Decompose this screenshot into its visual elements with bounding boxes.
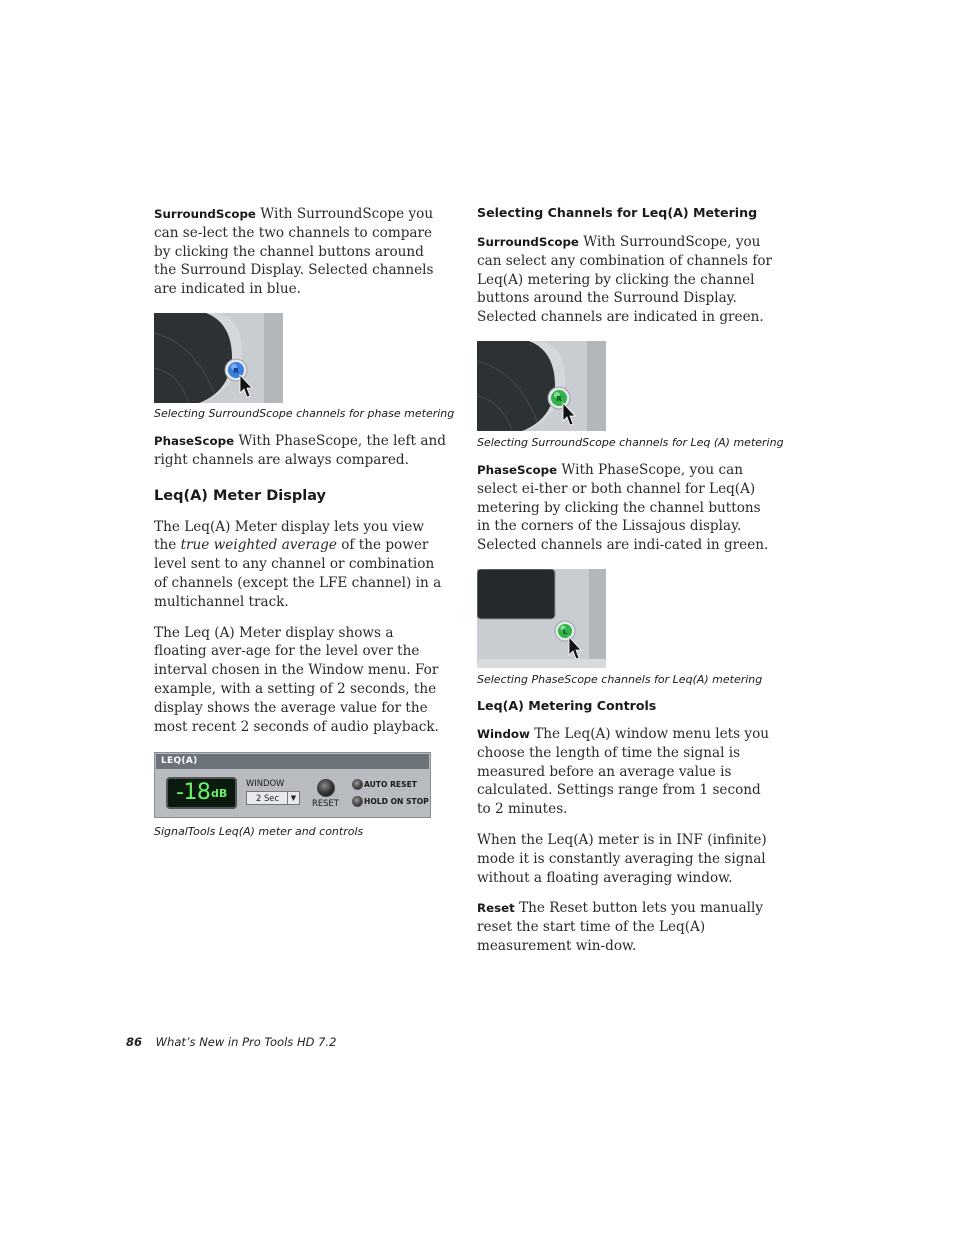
term-window: Window [477,726,530,741]
figure-phasescope-leq [477,569,773,686]
paragraph-reset [477,899,773,955]
reset-button[interactable] [317,779,335,797]
figure-surroundscope-leq [477,341,784,449]
chevron-down-icon: ▼ [287,792,299,804]
footer-title: What’s New in Pro Tools HD 7.2 [155,1035,337,1049]
window-label: WINDOW [246,778,285,789]
right-column [477,205,784,968]
term-surroundscope: SurroundScope [477,235,579,249]
window-select[interactable] [246,791,300,805]
term-phasescope: PhaseScope [477,462,558,477]
term-surroundscope: SurroundScope [154,207,256,221]
leq-panel-title: LEQ(A) [156,754,429,769]
reset-label: RESET [312,798,339,809]
leq-meter-panel [154,752,431,818]
auto-reset-toggle[interactable] [352,779,363,790]
paragraph-text: With SurroundScope you can se-lect the two channels to compare by clicking the channel buttons around the Surround Display. Selected channels are indicated in blue. [154,206,434,298]
paragraph-text: With PhaseScope, you can select ei-ther or both channel for Leq(A) metering by clicking the channel buttons in the corners of the Lissajous display. Selected channels are indi-cated in green. [477,461,769,554]
subheading-metering-controls: Leq(A) Metering Controls [477,697,657,713]
paragraph-leq-floating: The Leq (A) Meter display shows a floating aver-age for the level over the interval chosen in the Window menu. For example, with a setting of 2 seconds, the display shows the average value for the most recent 2 seconds of audio playback. [154,624,439,735]
caption-leq-meter: SignalTools Leq(A) meter and controls [154,825,364,839]
hold-on-stop-label: HOLD ON STOP [364,797,429,807]
leq-value-display [166,777,237,809]
paragraph-surroundscope-leq [477,233,773,327]
term-phasescope: PhaseScope [154,433,235,448]
channel-button-label: R [233,366,239,375]
phasescope-green-screenshot [477,569,606,668]
channel-button-label: L [562,627,568,636]
paragraph-text: The Leq(A) window menu lets you choose the length of time the signal is measured before an average value is calculated. Settings range from 1 second to 2 minutes. [477,725,770,818]
surroundscope-green-screenshot [477,341,606,431]
caption-surroundscope-leq: Selecting SurroundScope channels for Leq (A) metering [477,435,784,449]
subheading-selecting-channels: Selecting Channels for Leq(A) Metering [477,205,758,220]
channel-button-label: R [556,394,562,403]
paragraph-surroundscope-phase [154,205,450,299]
surroundscope-blue-screenshot [154,313,283,403]
emphasis-text: true weighted average [180,537,337,554]
caption-phasescope-leq: Selecting PhaseScope channels for Leq(A) metering [477,672,763,686]
paragraph-text: The Leq(A) Meter display lets you view the [154,518,424,554]
figure-surroundscope-phase [154,313,455,420]
auto-reset-label: AUTO RESET [364,780,417,790]
paragraph-phasescope-leq [477,461,773,555]
term-reset: Reset [477,901,515,916]
page-number: 86 [126,1035,143,1049]
window-select-value: 2 Sec [256,793,280,804]
paragraph-phasescope [154,432,450,470]
hold-on-stop-toggle[interactable] [352,796,363,807]
page-footer [126,1035,336,1049]
paragraph-text: With SurroundScope, you can select any combination of channels for Leq(A) metering by clicking the channel buttons around the Surround Display. Selected channels are indicated in green. [477,234,773,326]
paragraph-leq-intro [154,518,450,612]
leq-unit: dB [211,787,228,801]
paragraph-text: of the power level sent to any channel or combination of channels (except the LFE channel) in a multichannel track. [154,537,442,610]
paragraph-text: The Reset button lets you manually reset the start time of the Leq(A) measurement win-dow. [477,900,764,954]
heading-leq-meter-display: Leq(A) Meter Display [154,487,326,504]
paragraph-inf-mode: When the Leq(A) meter is in INF (infinite) mode it is constantly averaging the signal without a floating averaging window. [477,831,767,886]
caption-surroundscope-phase: Selecting SurroundScope channels for phase metering [154,406,455,420]
paragraph-text: With PhaseScope, the left and right channels are always compared. [154,432,446,468]
leq-value: -18 [176,780,211,806]
left-column [154,205,455,850]
paragraph-window [477,725,773,819]
